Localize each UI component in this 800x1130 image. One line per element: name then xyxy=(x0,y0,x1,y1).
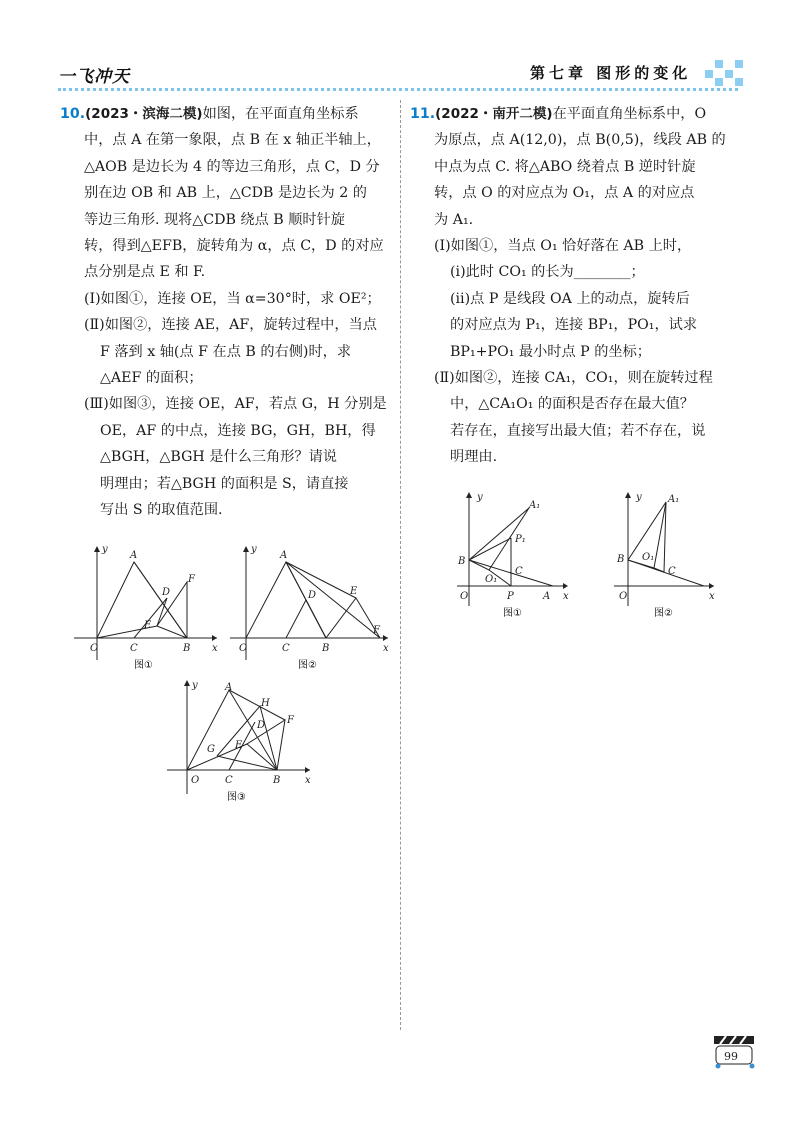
label-O1: O₁ xyxy=(485,574,498,585)
page-number: 99 xyxy=(724,1050,738,1063)
part-1: (Ⅰ)如图①，当点 O₁ 恰好落在 AB 上时， xyxy=(434,238,692,255)
stem-line: △AOB 是边长为 4 的等边三角形，点 C，D 分 xyxy=(84,158,380,175)
label-A: A xyxy=(225,682,233,693)
stem-line: 如图，在平面直角坐标系 xyxy=(202,106,359,122)
stem-line: 中点为点 C. 将△ABO 绕着点 B 逆时针旋 xyxy=(434,158,696,175)
question-source: (2023・滨海二模) xyxy=(85,106,203,122)
part-1-ii: (ⅱ)点 P 是线段 OA 上的动点，旋转后 xyxy=(450,290,690,307)
label-E: E xyxy=(350,586,358,597)
part-1-ii: BP₁+PO₁ 最小时点 P 的坐标； xyxy=(450,343,651,360)
axis-x: x xyxy=(305,775,311,786)
axis-x: x xyxy=(212,643,218,654)
figure-caption: 图③ xyxy=(227,792,246,803)
part-3: 明理由；若△BGH 的面积是 S，请直接 xyxy=(100,475,349,492)
part-1: (Ⅰ)如图①，连接 OE，当 α=30°时，求 OE²； xyxy=(84,290,381,307)
q10-figure-1 xyxy=(72,540,222,680)
axis-y: y xyxy=(251,544,257,555)
stem-line: 为原点，点 A(12,0)，点 B(0,5)，线段 AB 的 xyxy=(434,132,726,149)
label-F: F xyxy=(188,574,195,585)
label-O: O xyxy=(460,591,469,602)
label-G: G xyxy=(207,744,215,755)
part-2: 明理由. xyxy=(450,449,498,466)
label-O: O xyxy=(239,643,248,654)
stem-line: 转，点 O 的对应点为 O₁，点 A 的对应点 xyxy=(434,185,695,202)
question-11 xyxy=(410,101,742,471)
label-C: C xyxy=(515,566,523,577)
label-B: B xyxy=(458,556,466,567)
part-2: F 落到 x 轴(点 F 在点 B 的右侧)时，求 xyxy=(100,343,352,360)
label-B: B xyxy=(273,775,281,786)
label-C: C xyxy=(282,643,290,654)
chapter-title: 第七章 图形的变化 xyxy=(530,64,692,82)
label-F: F xyxy=(373,625,380,636)
q11-figure-1 xyxy=(455,488,575,653)
part-3: 写出 S 的取值范围. xyxy=(100,502,223,519)
part-3: (Ⅲ)如图③，连接 OE，AF，若点 G，H 分别是 xyxy=(84,396,387,413)
label-D: D xyxy=(162,587,171,598)
stem-line: 点分别是点 E 和 F. xyxy=(84,264,206,281)
q10-figure-2 xyxy=(228,540,393,680)
axis-x: x xyxy=(383,643,389,654)
q10-figure-3 xyxy=(165,676,315,806)
column-divider xyxy=(400,100,401,1030)
part-2: △AEF 的面积； xyxy=(100,370,203,387)
q11-figure-2 xyxy=(612,488,722,653)
grid-decoration xyxy=(705,60,745,86)
label-C: C xyxy=(130,643,138,654)
part-2: (Ⅱ)如图②，连接 CA₁，CO₁，则在旋转过程 xyxy=(434,370,713,387)
figure-caption: 图① xyxy=(503,608,522,619)
label-F: F xyxy=(287,715,294,726)
axis-x: x xyxy=(563,591,569,602)
axis-y: y xyxy=(102,544,108,555)
figure-caption: 图② xyxy=(654,608,673,619)
axis-y: y xyxy=(636,492,642,503)
stem-line: 等边三角形. 现将△CDB 绕点 B 顺时针旋 xyxy=(84,211,345,228)
stem-line: 在平面直角坐标系中，O xyxy=(552,106,707,122)
question-10 xyxy=(60,101,392,524)
label-O: O xyxy=(191,775,200,786)
label-A1: A₁ xyxy=(668,494,680,505)
label-A1: A₁ xyxy=(529,500,541,511)
axis-y: y xyxy=(477,492,483,503)
question-number: 11. xyxy=(410,106,436,122)
page-header xyxy=(0,0,800,100)
label-B: B xyxy=(617,554,625,565)
stem-line: 别在边 OB 和 AB 上，△CDB 是边长为 2 的 xyxy=(84,185,367,202)
label-A: A xyxy=(280,550,288,561)
label-P1: P₁ xyxy=(515,534,526,545)
label-H: H xyxy=(261,698,270,709)
part-2: 若存在，直接写出最大值；若不存在，说 xyxy=(450,422,706,439)
label-O: O xyxy=(90,643,99,654)
figure-caption: 图② xyxy=(298,660,317,671)
stem-line: 转，得到△EFB，旋转角为 α，点 C，D 的对应 xyxy=(84,238,384,255)
part-1-ii: 的对应点为 P₁，连接 BP₁，PO₁，试求 xyxy=(450,317,698,334)
label-O: O xyxy=(619,591,628,602)
stem-line: 为 A₁. xyxy=(434,211,474,228)
label-A: A xyxy=(130,550,138,561)
label-P: P xyxy=(507,591,514,602)
part-2: (Ⅱ)如图②，连接 AE，AF，旋转过程中，当点 xyxy=(84,317,377,334)
part-2: 中，△CA₁O₁ 的面积是否存在最大值？ xyxy=(450,396,694,413)
part-3: △BGH，△BGH 是什么三角形？请说 xyxy=(100,449,337,466)
label-A: A xyxy=(543,591,551,602)
label-D: D xyxy=(308,590,317,601)
label-B: B xyxy=(183,643,191,654)
stem-line: 中，点 A 在第一象限，点 B 在 x 轴正半轴上， xyxy=(84,132,381,149)
page-number-badge xyxy=(710,1034,760,1070)
label-E: E xyxy=(235,740,243,751)
part-1-i: (ⅰ)此时 CO₁ 的长为________； xyxy=(450,264,645,281)
header-dotted-line xyxy=(58,88,738,91)
axis-y: y xyxy=(192,680,198,691)
label-D: D xyxy=(257,720,266,731)
label-C: C xyxy=(668,566,676,577)
brand-logo: 一飞冲天 xyxy=(58,67,130,87)
label-O1: O₁ xyxy=(642,552,655,563)
part-3: OE，AF 的中点，连接 BG，GH，BH，得 xyxy=(100,422,376,439)
label-E: E xyxy=(144,620,152,631)
figure-caption: 图① xyxy=(134,660,153,671)
question-number: 10. xyxy=(60,106,86,122)
axis-x: x xyxy=(709,591,715,602)
question-source: (2022・南开二模) xyxy=(435,106,553,122)
label-B: B xyxy=(322,643,330,654)
label-C: C xyxy=(225,775,233,786)
